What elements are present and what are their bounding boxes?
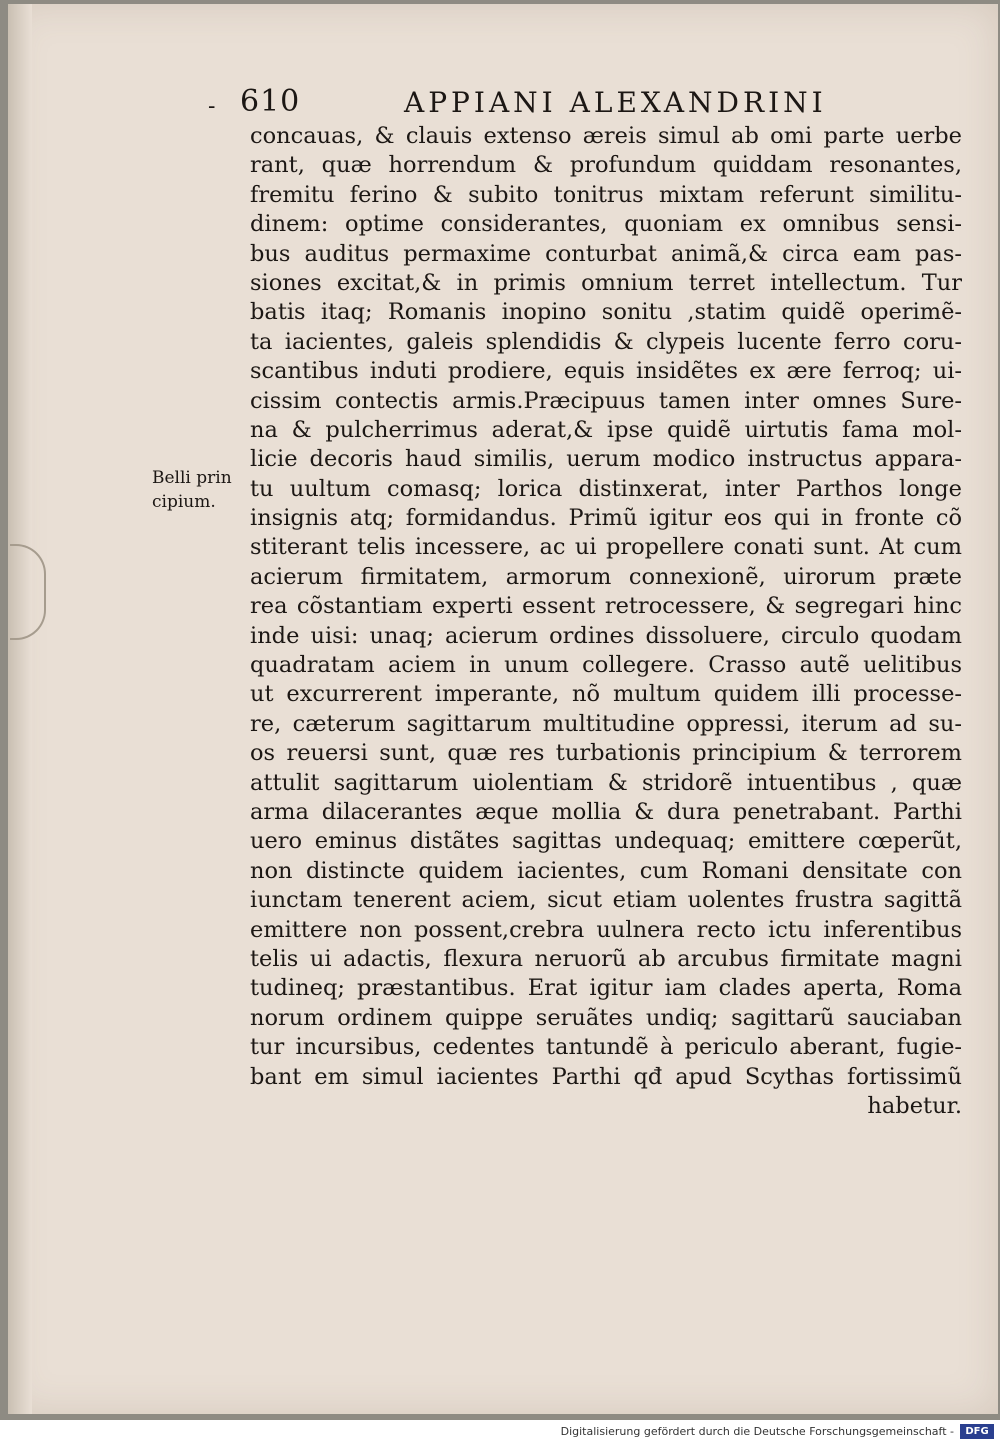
text-line-catchword: habetur. <box>867 1092 962 1119</box>
text-line: ta iacientes, galeis splendidis & clypeis lucente ferro coru- <box>250 328 962 355</box>
text-line: telis ui adactis, flexura neruorũ ab arcubus firmitate magni <box>250 945 962 972</box>
text-line: tu uultum comasq; lorica distinxerat, inter Parthos longe <box>250 475 962 502</box>
text-line: os reuersi sunt, quæ res turbationis principium & terrorem <box>250 740 962 767</box>
body-text <box>250 122 962 1121</box>
marginal-note-line: cipium. <box>152 492 216 512</box>
text-line: na & pulcherrimus aderat,& ipse quidẽ uirtutis fama mol- <box>250 416 962 443</box>
page-gutter-shadow <box>8 4 32 1414</box>
text-line: iunctam tenerent aciem, sicut etiam uolentes frustra sagittã <box>250 887 962 914</box>
running-head-title: APPIANI ALEXANDRINI <box>404 86 827 119</box>
text-line: non distincte quidem iacientes, cum Romani densitate con <box>250 857 962 884</box>
text-line: uero eminus distãtes sagittas undequaq; emittere cœperũt, <box>250 828 962 855</box>
text-line: norum ordinem quippe seruãtes undiq; sagittarũ sauciaban <box>250 1004 962 1031</box>
text-line: arma dilacerantes æque mollia & dura penetrabant. Parthi <box>250 798 962 825</box>
dfg-logo: DFG <box>960 1424 994 1439</box>
text-line: cissim contectis armis.Præcipuus tamen inter omnes Sure- <box>250 387 962 414</box>
page-number: 610 <box>240 84 301 119</box>
book-clasp-mark <box>10 544 46 640</box>
text-line: emittere non possent,crebra uulnera recto ictu inferentibus <box>250 916 962 943</box>
text-line: rea cõstantiam experti essent retrocessere, & segregari hinc <box>250 593 962 620</box>
text-line: licie decoris haud similis, uerum modico instructus appara- <box>250 446 962 473</box>
text-line: tudineq; præstantibus. Erat igitur iam clades aperta, Roma <box>250 975 962 1002</box>
running-head <box>208 84 968 124</box>
text-line: tur incursibus, cedentes tantundẽ à periculo aberant, fugie- <box>250 1034 962 1061</box>
text-line: siones excitat,& in primis omnium terret intellectum. Tur <box>250 269 962 296</box>
text-line: fremitu ferino & subito tonitrus mixtam referunt similitu- <box>250 181 962 208</box>
text-line: bus auditus permaxime conturbat animã,& circa eam pas- <box>250 240 962 267</box>
running-head-dash: - <box>208 94 216 119</box>
text-line: batis itaq; Romanis inopino sonitu ,statim quidẽ operimẽ- <box>250 299 962 326</box>
text-line: attulit sagittarum uiolentiam & stridorẽ intuentibus , quæ <box>250 769 962 796</box>
text-line: bant em simul iacientes Parthi qđ apud Scythas fortissimũ <box>250 1063 962 1090</box>
text-line: stiterant telis incessere, ac ui propellere conati sunt. At cum <box>250 534 962 561</box>
text-line: scantibus induti prodiere, equis insidẽtes ex ære ferroq; ui- <box>250 358 962 385</box>
text-line: insignis atq; formidandus. Primũ igitur eos qui in fronte cõ <box>250 505 962 532</box>
text-line: acierum firmitatem, armorum connexionẽ, uirorum præte <box>250 563 962 590</box>
text-line: concauas, & clauis extenso æreis simul ab omi parte uerbe <box>250 123 962 149</box>
text-line: ut excurrerent imperante, nõ multum quidem illi processe- <box>250 681 962 708</box>
marginal-note <box>152 466 248 514</box>
digitization-footer <box>0 1420 1000 1444</box>
text-line: inde uisi: unaq; acierum ordines dissoluere, circulo quodam <box>250 622 962 649</box>
text-line: re, cæterum sagittarum multitudine oppressi, iterum ad su- <box>250 710 962 737</box>
text-line: rant, quæ horrendum & profundum quiddam resonantes, <box>250 152 962 179</box>
text-line: quadratam aciem in unum collegere. Crasso autẽ uelitibus <box>250 652 962 679</box>
text-line: dinem: optime considerantes, quoniam ex omnibus sensi- <box>250 211 962 238</box>
marginal-note-line: Belli prin <box>152 468 232 488</box>
funding-credit: Digitalisierung gefördert durch die Deutsche Forschungsgemeinschaft - <box>560 1425 954 1438</box>
